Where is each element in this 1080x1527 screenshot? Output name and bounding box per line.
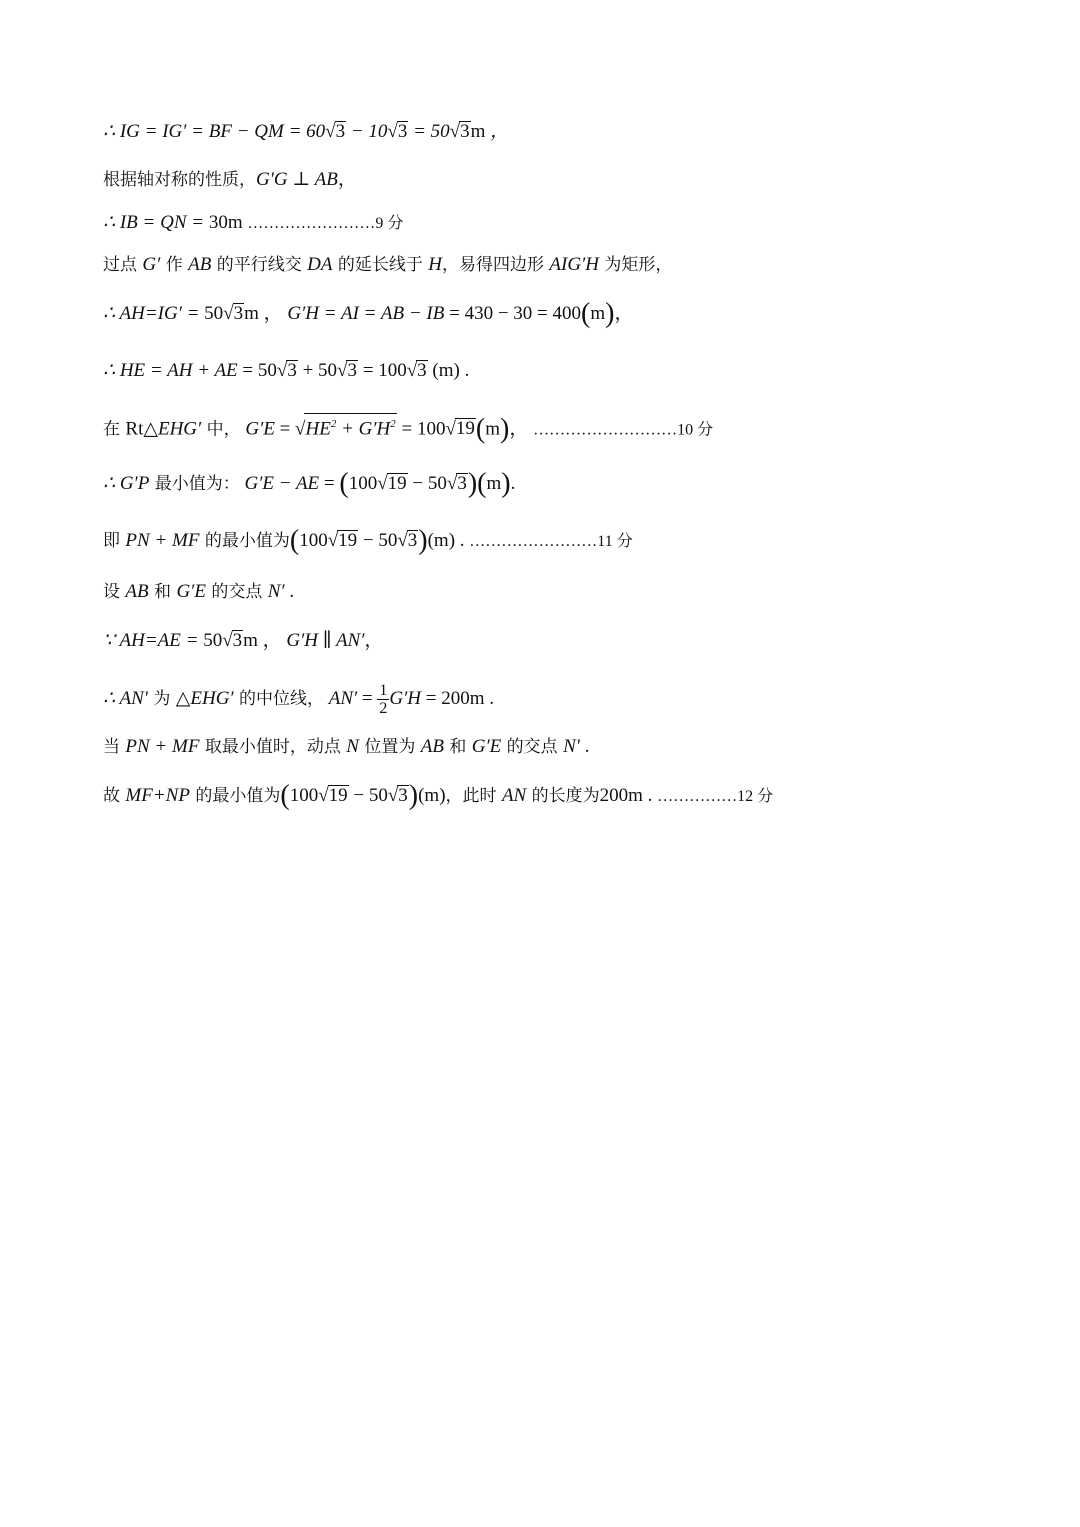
solution-line-1 xyxy=(103,117,1040,147)
solution-line-3: ∴ IB = QN = 30m ……………………9 分 xyxy=(103,212,404,233)
fraction-half: $\frac{1}{2}$ xyxy=(379,682,388,717)
solution-line-9: 即 PN + MF 的最小值为(100√19 − 50√3)(m) . ……………………11 分 xyxy=(103,525,633,556)
score-12: ……………12 分 xyxy=(657,788,774,805)
score-9: ……………………9 分 xyxy=(247,215,404,232)
solution-line-2: 根据轴对称的性质，G′G ⊥ AB， xyxy=(103,169,357,190)
solution-line-11: ∵ AH=AE = 50√3m ， G′H ∥ AN′， xyxy=(103,630,384,651)
solution-line-13: 当 PN + MF 取最小值时，动点 N 位置为 AB 和 G′E 的交点 N′ . xyxy=(103,736,590,757)
solution-line-14: 故 MF+NP 的最小值为(100√19 − 50√3)(m)，此时 AN 的长度为200m . ……………12 分 xyxy=(103,780,774,811)
solution-line-6: ∴ HE = AH + AE = 50√3 + 50√3 = 100√3 (m) . xyxy=(103,360,470,381)
solution-line-8: ∴ G′P 最小值为： G′E − AE = (100√19 − 50√3)(m). xyxy=(103,468,516,499)
solution-line-7: 在 Rt△EHG′ 中， $G'E = √HE^2 + G'H^2 = 100√19(m)$， ………………………10 分 xyxy=(103,413,714,445)
solution-line-5: ∴ AH=IG′ = 50√3m ， G′H = AI = AB − IB = 430 − 30 = 400(m)， xyxy=(103,298,634,329)
score-11: ……………………11 分 xyxy=(469,533,633,550)
solution-line-12: ∴ AN′ 为 △EHG′ 的中位线， AN′ = $\frac{1}{2}$ G′H = 200m . xyxy=(103,682,494,717)
score-10: ………………………10 分 xyxy=(533,421,714,439)
solution-line-4: 过点 G′ 作 AB 的平行线交 DA 的延长线于 H，易得四边形 AIG′H 为矩形， xyxy=(103,254,673,275)
solution-line-10: 设 AB 和 G′E 的交点 N′ . xyxy=(103,581,295,602)
equation: ∴ IG = IG′ = BF − QM = 60√3 − 10√3 = 50√3m ， xyxy=(103,121,510,142)
